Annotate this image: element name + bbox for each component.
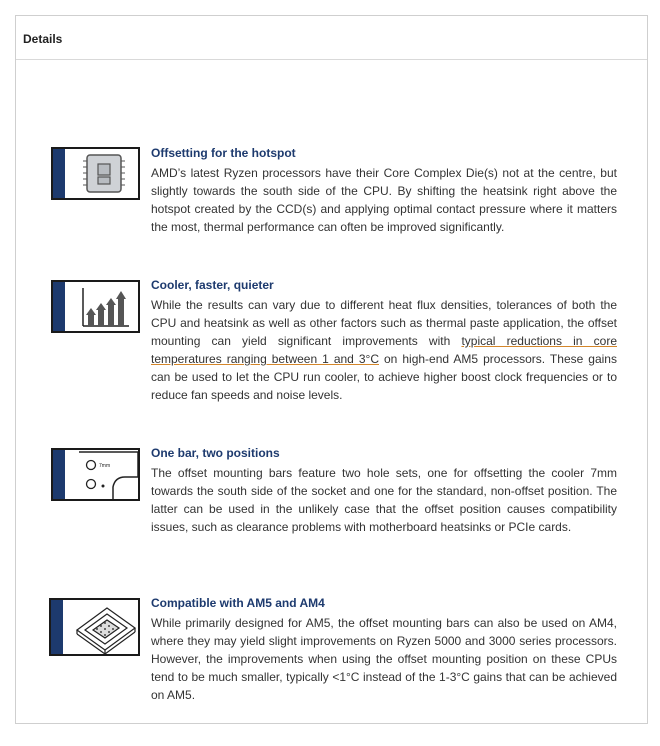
feature-title: Compatible with AM5 and AM4 <box>151 596 325 610</box>
socket-icon <box>49 598 140 656</box>
feature-title: One bar, two positions <box>151 446 280 460</box>
bar-chart-arrows-icon <box>51 280 140 333</box>
feature-title: Offsetting for the hotspot <box>151 146 296 160</box>
description-text-after: on high-end AM5 processors. These gains can be used to let the CPU run cooler, to achieve higher boost clock frequencies or to reduce fan speeds and noise levels. <box>151 352 617 402</box>
panel-header <box>16 16 647 60</box>
temperature-reduction-link[interactable]: typical reductions in core temperatures ranging between 1 and 3°C <box>151 334 617 366</box>
mounting-bar-icon <box>51 448 140 501</box>
cpu-chip-icon <box>51 147 140 200</box>
feature-description <box>151 296 617 404</box>
feature-description: AMD’s latest Ryzen processors have their Core Complex Die(s) not at the centre, but slightly towards the south side of the CPU. By shifting the heatsink right above the hotspot created by the CCD(s) and applying optimal contact pressure where it matters the most, thermal performance can often be improved significantly. <box>151 166 617 234</box>
description-text-before: While the results can vary due to different heat flux densities, tolerances of both the CPU and heatsink as well as other factors such as thermal paste application, the offset mounting can yield significant improvements with <box>151 298 617 348</box>
feature-title: Cooler, faster, quieter <box>151 278 274 292</box>
feature-description: While primarily designed for AM5, the offset mounting bars can also be used on AM4, where they may yield slight improvements on Ryzen 5000 and 3000 series processors. However, the improvements when using the offset mounting position on these CPUs tend to be much smaller, typically <1°C instead of the 1-3°C gains that can be achieved on AM5. <box>151 616 617 702</box>
details-panel <box>15 15 648 724</box>
feature-description: The offset mounting bars feature two hole sets, one for offsetting the cooler 7mm towards the south side of the socket and one for the standard, non-offset position. The latter can be used in the unlikely case that the offset position causes compatibility issues, such as clearance problems with motherboard heatsinks or PCIe cards. <box>151 466 617 534</box>
panel-title: Details <box>23 32 63 46</box>
icon-label: 7mm <box>99 463 111 469</box>
